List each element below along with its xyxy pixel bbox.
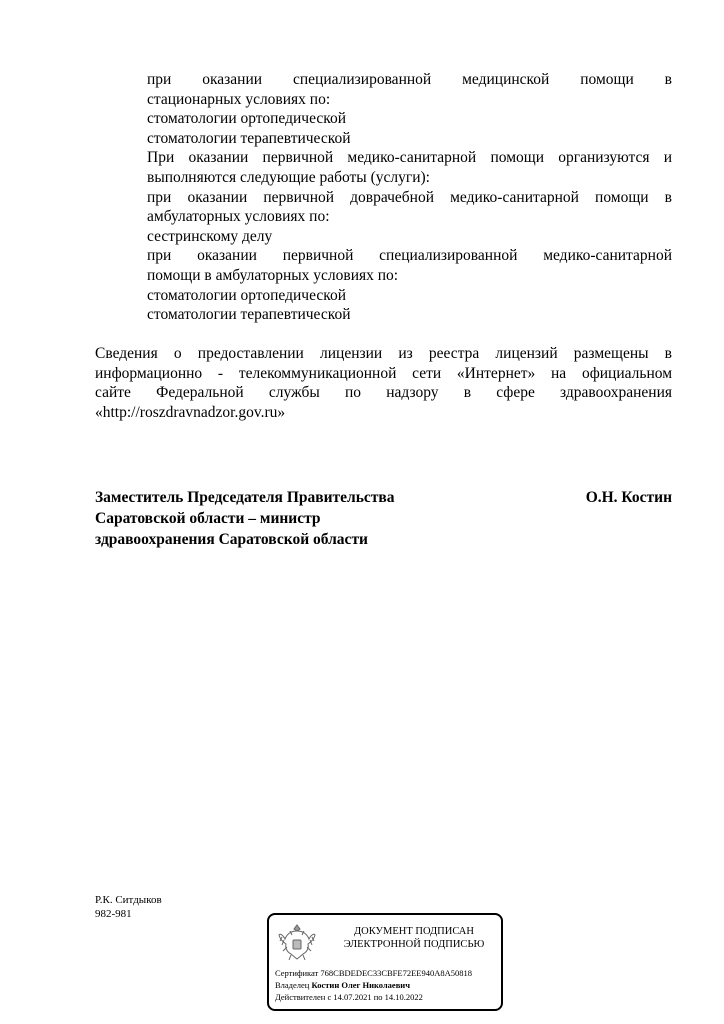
registry-paragraph xyxy=(95,344,672,422)
stamp-title xyxy=(329,925,499,951)
stamp-title-line2: ЭЛЕКТРОННОЙ ПОДПИСЬЮ xyxy=(343,939,485,950)
coat-of-arms-icon xyxy=(277,921,317,963)
signatory-title-line: Заместитель Председателя Правительства xyxy=(95,489,395,506)
body-line: стоматологии ортопедической xyxy=(147,110,347,128)
registry-line: сайте Федеральной службы по надзору в сфере здравоохранения xyxy=(95,384,672,402)
registry-link[interactable]: «http://roszdravnadzor.gov.ru» xyxy=(95,403,286,421)
stamp-owner xyxy=(275,980,410,991)
body-line: стационарных условиях по: xyxy=(147,90,331,108)
registry-line: информационно - телекоммуникационной сети «Интернет» на официальном xyxy=(95,364,672,382)
body-line: при оказании специализированной медицинской помощи в xyxy=(147,71,672,88)
body-line: При оказании первичной медико-санитарной помощи организуются и xyxy=(147,149,672,167)
owner-label: Владелец xyxy=(275,980,310,990)
executor-info xyxy=(95,893,162,921)
body-line: амбулаторных условиях по: xyxy=(147,208,330,226)
body-line: выполняются следующие работы (услуги): xyxy=(147,168,430,186)
stamp-validity: Действителен с 14.07.2021 по 14.10.2022 xyxy=(275,992,423,1002)
body-line: при оказании первичной доврачебной медико-санитарной помощи в xyxy=(147,188,672,206)
license-services-block xyxy=(147,70,672,325)
body-line: сестринскому делу xyxy=(147,227,273,245)
stamp-certificate xyxy=(275,968,472,979)
body-line: стоматологии терапевтической xyxy=(147,129,351,147)
signatory-name: О.Н. Костин xyxy=(585,489,672,506)
body-line: стоматологии терапевтической xyxy=(147,306,351,324)
certificate-value: 768CBDEDEC33CBFE72EE940A8A50818 xyxy=(320,968,472,978)
signature-block xyxy=(95,487,672,550)
executor-name: Р.К. Ситдыков xyxy=(95,894,162,906)
body-line: помощи в амбулаторных условиях по: xyxy=(147,266,399,284)
body-line: при оказании первичной специализированной медико-санитарной xyxy=(147,247,672,265)
executor-phone: 982-981 xyxy=(95,908,132,920)
signatory-title-line: Саратовской области – министр xyxy=(95,510,321,527)
registry-line: Сведения о предоставлении лицензии из реестра лицензий размещены в xyxy=(95,345,672,362)
body-line: стоматологии ортопедической xyxy=(147,286,347,304)
owner-value: Костин Олег Николаевич xyxy=(311,980,410,990)
electronic-signature-stamp xyxy=(267,913,503,1011)
stamp-title-line1: ДОКУМЕНТ ПОДПИСАН xyxy=(354,926,474,937)
certificate-label: Сертификат xyxy=(275,968,319,978)
signatory-title-line: здравоохранения Саратовской области xyxy=(95,531,368,548)
